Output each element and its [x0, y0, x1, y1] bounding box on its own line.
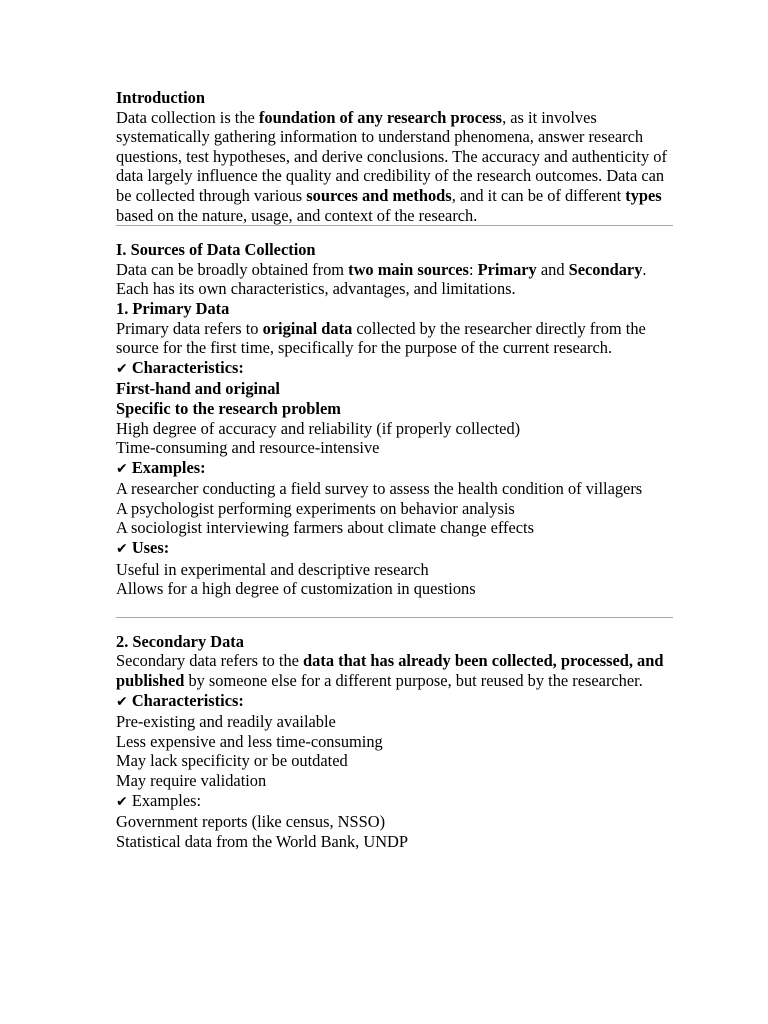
primary-uses-label: ✔ Uses: — [116, 538, 170, 558]
list-item: High degree of accuracy and reliability (if properly collected) — [116, 418, 521, 438]
list-item: A sociologist interviewing farmers about climate change effects — [116, 518, 534, 538]
list-item: A psychologist performing experiments on behavior analysis — [116, 498, 515, 518]
list-item: May lack specificity or be outdated — [116, 751, 348, 771]
list-item: Statistical data from the World Bank, UNDP — [116, 831, 408, 851]
primary-heading: 1. Primary Data — [116, 298, 230, 318]
checkmark-icon: ✔ — [116, 793, 128, 810]
list-item: Useful in experimental and descriptive research — [116, 559, 429, 579]
sources-heading: I. Sources of Data Collection — [116, 240, 316, 260]
intro-paragraph: Data collection is the foundation of any research process, as it involves systematically gathering information to understand phenomena, answer research questions, test hypotheses, and derive conclusions. The accuracy and authenticity of data largely influence the quality and credibility of the research outcomes. Data can be collected through various sources and methods, and it can be of different types based on the nature, usage, and context of the research. — [116, 107, 667, 225]
checkmark-icon: ✔ — [116, 693, 128, 710]
primary-examples-label: ✔ Examples: — [116, 457, 206, 477]
list-item: A researcher conducting a field survey to assess the health condition of villagers — [116, 479, 643, 499]
list-item: Pre-existing and readily available — [116, 712, 336, 732]
secondary-characteristics-label: ✔ Characteristics: — [116, 690, 244, 710]
checkmark-icon: ✔ — [116, 460, 128, 477]
list-item: May require validation — [116, 771, 267, 790]
primary-definition: Primary data refers to original data collected by the researcher directly from the source for the first time, specifically for the purpose of the current research. — [116, 318, 646, 358]
secondary-heading: 2. Secondary Data — [116, 631, 244, 651]
intro-heading: Introduction — [116, 88, 205, 107]
document-page — [116, 88, 676, 851]
secondary-examples-label: ✔ Examples: — [116, 790, 202, 810]
list-item: Time-consuming and resource-intensive — [116, 438, 380, 458]
secondary-definition: Secondary data refers to the data that has already been collected, processed, and published by someone else for a different purpose, but reused by the researcher. — [116, 651, 664, 691]
checkmark-icon: ✔ — [116, 360, 128, 377]
list-item: Government reports (like census, NSSO) — [116, 812, 386, 832]
list-item: Less expensive and less time-consuming — [116, 731, 383, 751]
primary-characteristics-label: ✔ Characteristics: — [116, 357, 244, 377]
checkmark-icon: ✔ — [116, 541, 128, 558]
list-item: Allows for a high degree of customization in questions — [116, 579, 476, 599]
sources-paragraph: Data can be broadly obtained from two main sources: Primary and Secondary. Each has its own characteristics, advantages, and limitations. — [116, 259, 647, 299]
list-item: Specific to the research problem — [116, 398, 341, 418]
list-item: First-hand and original — [116, 379, 280, 399]
